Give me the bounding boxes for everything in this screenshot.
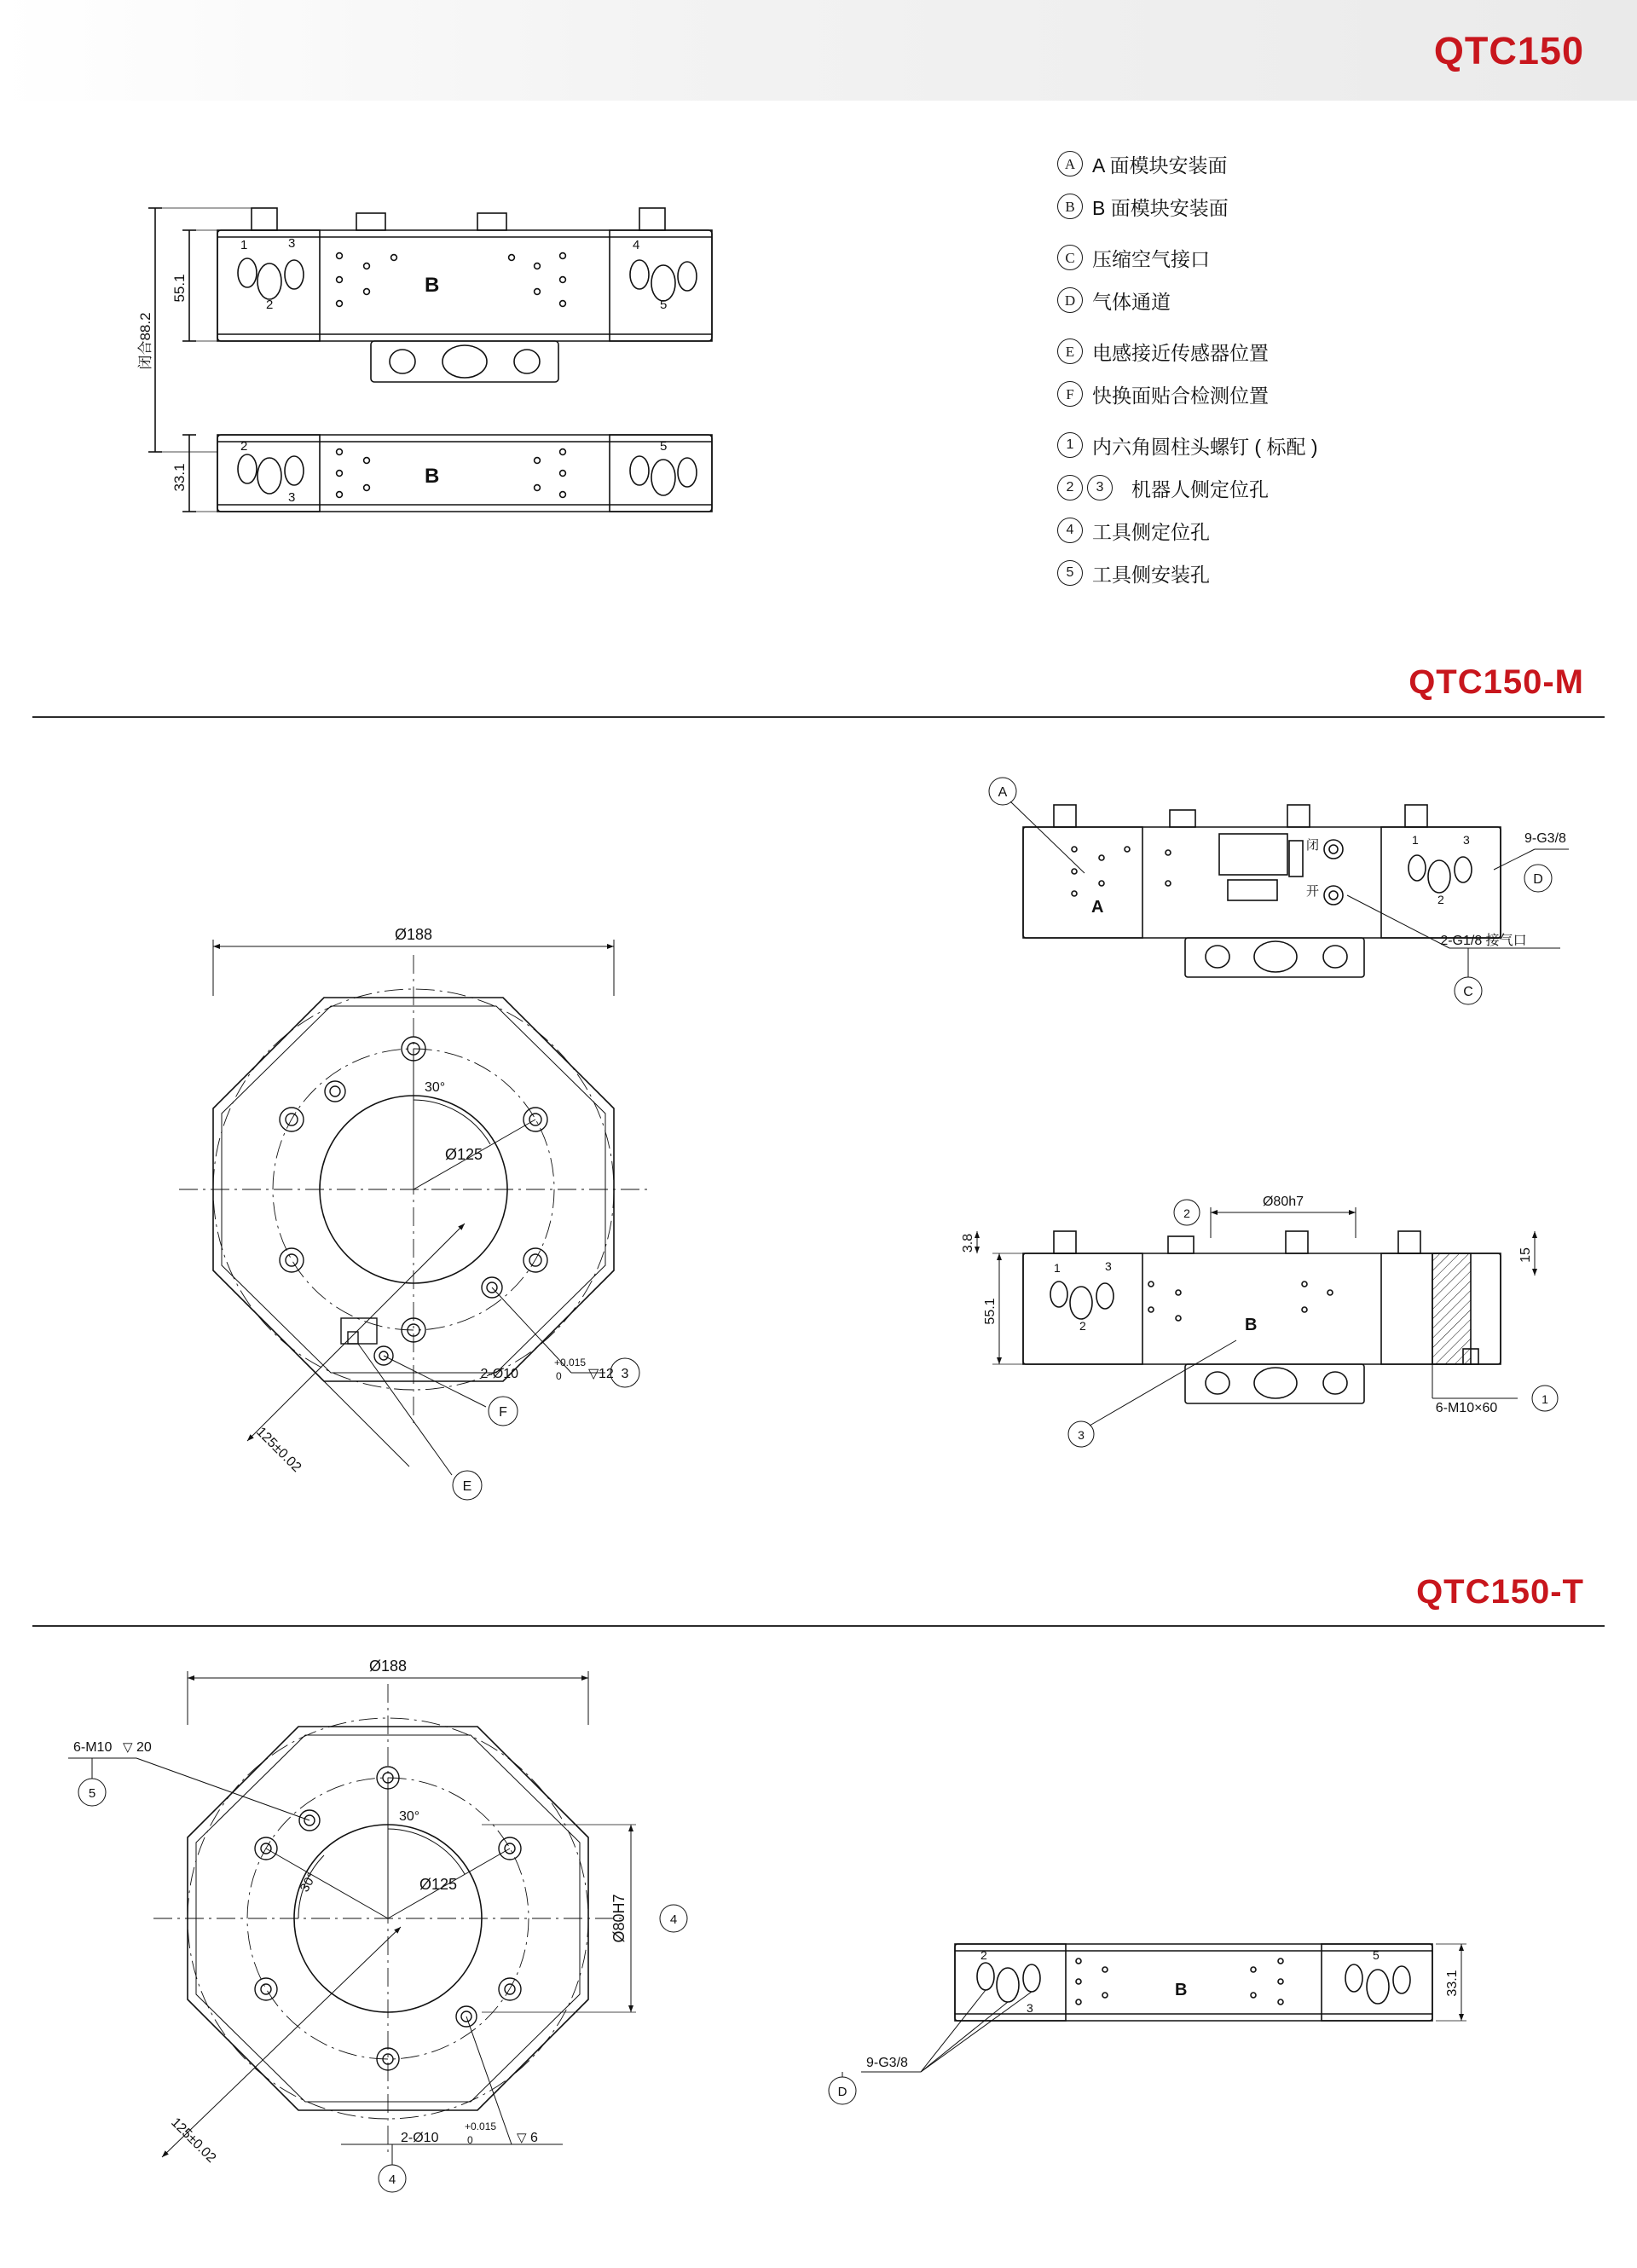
balloon-c-m-side: C: [1463, 985, 1473, 999]
dim-tab-m: 3.8: [961, 1233, 975, 1253]
qtc150m-side-view-top: [972, 767, 1586, 1108]
note-dowel-tol2-m: 0: [556, 1370, 562, 1382]
balloon-4-t-bottom: 4: [388, 2173, 396, 2187]
callout-5-upper: 5: [660, 298, 668, 312]
note-dowel-tol2-t: 0: [467, 2134, 473, 2146]
callout-3-m-side: 3: [1463, 833, 1470, 847]
dim-angle-2-t: 30°: [297, 1870, 320, 1895]
dim-angle-1-t: 30°: [399, 1809, 420, 1824]
dim-across-flats-m: 125±0.02: [253, 1424, 304, 1475]
callout-3-upper: 3: [288, 236, 296, 251]
dim-h-t-side: 33.1: [1445, 1970, 1460, 1997]
legend-item-c: [1057, 243, 1603, 272]
divider-1: [32, 716, 1605, 718]
note-dowel-depth-t: 6: [530, 2131, 538, 2145]
note-dowel-m: 2-Ø10: [480, 1367, 518, 1381]
legend-mark-e: E: [1057, 338, 1083, 364]
dim-angle-m: 30°: [425, 1080, 446, 1095]
balloon-pilot-m: 2: [1183, 1206, 1190, 1220]
page-header: [0, 0, 1637, 101]
callout-2-m-bottom: 2: [1079, 1319, 1086, 1333]
depth-symbol-m: ▽: [588, 1367, 599, 1381]
callout-5-lower: 5: [660, 439, 668, 454]
valve-close-label-m: 闭: [1306, 838, 1320, 853]
legend-mark-f: F: [1057, 381, 1083, 407]
balloon-4-t-right: 4: [669, 1912, 678, 1927]
legend-text-5: 工具侧安装孔: [1092, 563, 1210, 586]
dim-h-m-bottom: 55.1: [983, 1298, 998, 1325]
section-title-qtc150m: QTC150-M: [1409, 663, 1584, 701]
face-label-b-m-bottom: B: [1245, 1316, 1258, 1334]
note-tap-depth-t: 20: [136, 1740, 152, 1755]
balloon-d-m-side: D: [1533, 872, 1543, 887]
balloon-3-m: 3: [621, 1367, 629, 1381]
note-air-port-m: 2-G1/8 接气口: [1440, 934, 1527, 948]
legend-mark-d: D: [1057, 287, 1083, 313]
legend-mark-3: 3: [1087, 475, 1113, 500]
legend-marks-2-3: [1057, 475, 1122, 500]
dim-bolt-circle-m: Ø125: [445, 1146, 483, 1163]
callout-3-lower: 3: [288, 490, 296, 505]
note-dowel-t: 2-Ø10: [401, 2131, 439, 2145]
legend-mark-2: 2: [1057, 475, 1083, 500]
qtc150m-side-view-bottom: [955, 1160, 1586, 1501]
legend-text-1: 内六角圆柱头螺钉 ( 标配 ): [1092, 435, 1318, 458]
dim-across-flats-t: 125±0.02: [168, 2115, 219, 2166]
callout-2-t-side: 2: [980, 1948, 987, 1962]
balloon-a-m-side: A: [998, 785, 1008, 800]
note-screw-m: 6-M10×60: [1435, 1401, 1498, 1415]
qtc150-assembly-views: [111, 179, 921, 622]
face-label-a-m: A: [1091, 898, 1104, 917]
callout-5-t-side: 5: [1373, 1948, 1380, 1962]
legend-mark-b: B: [1057, 194, 1083, 219]
legend-text-4: 工具侧定位孔: [1092, 520, 1210, 543]
callout-2-upper: 2: [266, 298, 274, 312]
dim-lower-height: 33.1: [171, 463, 188, 492]
balloon-e-m: E: [462, 1479, 472, 1494]
dim-pilot-t: Ø80H7: [610, 1894, 628, 1943]
balloon-1-m-bottom: 1: [1542, 1392, 1548, 1406]
depth-symbol-tap-t: ▽: [123, 1740, 133, 1755]
balloon-3-m-bottom: 3: [1078, 1428, 1085, 1442]
balloon-5-t: 5: [88, 1786, 96, 1801]
dim-closed-total: 闭合88.2: [137, 312, 153, 370]
legend-item-f: [1057, 379, 1603, 408]
callout-2-lower: 2: [240, 439, 248, 454]
dim-outer-dia-t: Ø188: [368, 1658, 408, 1675]
qtc150t-front-view: [34, 1646, 801, 2242]
legend-text-f: 快换面贴合检测位置: [1092, 384, 1269, 407]
legend-mark-a: A: [1057, 151, 1083, 176]
face-label-b-lower: B: [425, 465, 440, 488]
depth-symbol-dowel-t: ▽: [517, 2131, 527, 2145]
legend: [1057, 149, 1603, 601]
dim-upper-height: 55.1: [171, 274, 188, 303]
legend-item-2-3: [1057, 473, 1603, 502]
qtc150t-side-view: [818, 1867, 1518, 2208]
note-dowel-depth-m: 12: [599, 1367, 614, 1381]
callout-1-m-bottom: 1: [1054, 1261, 1061, 1275]
legend-text-a: A 面模块安装面: [1092, 153, 1228, 176]
legend-item-1: [1057, 431, 1603, 460]
callout-4-upper: 4: [633, 238, 640, 252]
legend-mark-1: 1: [1057, 432, 1083, 458]
note-9g38-m: 9-G3/8: [1524, 831, 1566, 846]
note-9g38-t: 9-G3/8: [866, 2056, 908, 2070]
dim-bolt-circle-t: Ø125: [419, 1876, 458, 1893]
note-dowel-tol-m: +0.015: [554, 1357, 587, 1368]
balloon-f-m: F: [499, 1405, 507, 1420]
balloon-d-t: D: [837, 2085, 847, 2099]
dim-pilot-m: Ø80h7: [1262, 1195, 1304, 1209]
dim-outer-dia-m: Ø188: [394, 926, 433, 943]
callout-2-m-side: 2: [1437, 893, 1444, 906]
section-title-qtc150t: QTC150-T: [1416, 1573, 1584, 1611]
callout-1-upper: 1: [240, 238, 248, 252]
dim-right-m: 15: [1518, 1247, 1533, 1263]
legend-item-a: [1057, 149, 1603, 178]
legend-item-4: [1057, 516, 1603, 545]
legend-item-5: [1057, 558, 1603, 587]
legend-text-2-3: 机器人侧定位孔: [1131, 477, 1269, 500]
legend-item-d: [1057, 286, 1603, 315]
note-dowel-tol-t: +0.015: [465, 2120, 497, 2132]
legend-item-e: [1057, 337, 1603, 366]
callout-3-t-side: 3: [1027, 2001, 1033, 2015]
valve-open-label-m: 开: [1306, 884, 1320, 899]
legend-text-e: 电感接近传感器位置: [1092, 341, 1269, 364]
legend-mark-5: 5: [1057, 560, 1083, 586]
callout-1-m-side: 1: [1412, 833, 1419, 847]
legend-text-c: 压缩空气接口: [1092, 247, 1210, 270]
note-tap-t: 6-M10: [73, 1740, 113, 1755]
legend-mark-c: C: [1057, 245, 1083, 270]
qtc150m-front-view: [128, 844, 827, 1543]
legend-item-b: [1057, 192, 1603, 221]
legend-text-d: 气体通道: [1092, 290, 1171, 313]
divider-2: [32, 1625, 1605, 1627]
callout-3-m-bottom: 3: [1105, 1259, 1112, 1273]
face-label-b-upper: B: [425, 274, 440, 297]
legend-mark-4: 4: [1057, 518, 1083, 543]
page-title: QTC150: [1433, 29, 1584, 72]
legend-text-b: B 面模块安装面: [1092, 196, 1229, 219]
face-label-b-t: B: [1175, 1981, 1188, 1999]
